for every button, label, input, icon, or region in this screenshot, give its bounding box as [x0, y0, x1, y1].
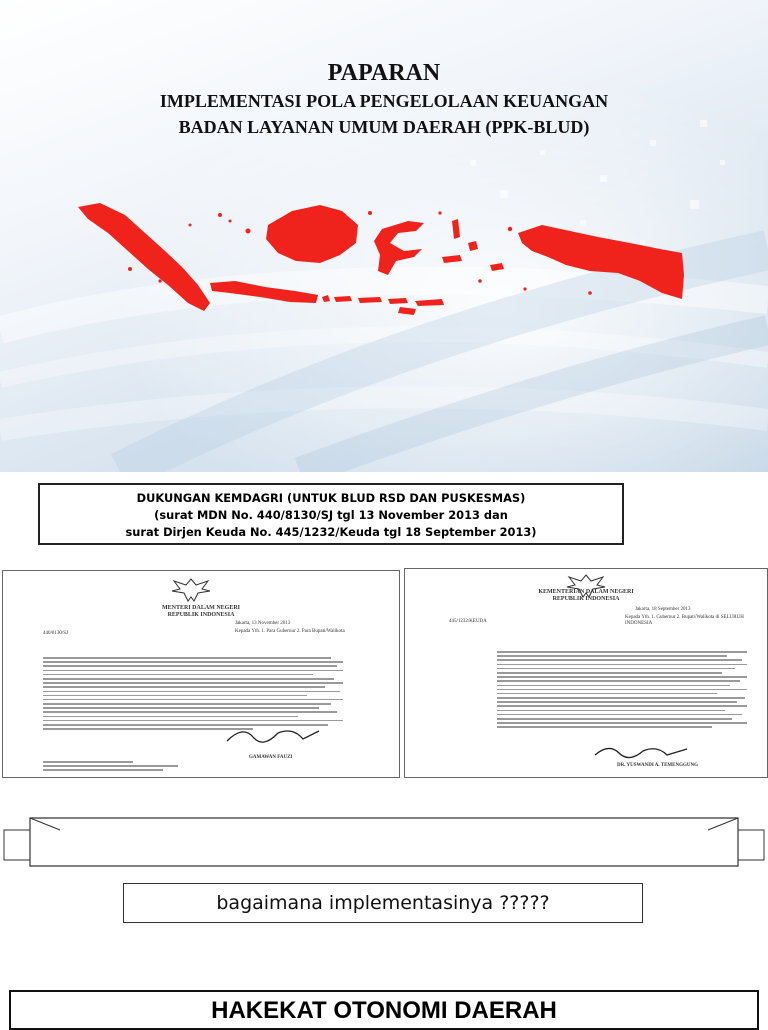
slide3-title: HAKEKAT OTONOMI DAERAH: [211, 997, 557, 1024]
callout-line2: (surat MDN No. 440/8130/SJ tgl 13 November 2013 dan: [154, 508, 508, 522]
implementation-question: bagaimana implementasinya ?????: [123, 883, 643, 923]
callout-line1: DUKUNGAN KEMDAGRI (UNTUK BLUD RSD DAN PUSKESMAS): [136, 491, 526, 505]
cover-subtitle-line2: BADAN LAYANAN UMUM DAERAH (PPK-BLUD): [178, 117, 590, 137]
letter2-signature: [591, 743, 691, 761]
letter1-body: [43, 657, 343, 732]
indonesia-map: [70, 185, 700, 320]
letter1-cc: [43, 761, 193, 774]
letter1-signature: [223, 723, 323, 747]
letter2-header1: KEMENTERIAN DALAM NEGERI: [538, 589, 634, 595]
garuda-emblem-icon: [168, 575, 214, 605]
cover-title: PAPARAN: [327, 60, 441, 86]
letter1-header1: MENTERI DALAM NEGERI: [161, 605, 240, 611]
letter1-nomor: 440/8130/SJ: [43, 631, 69, 636]
cover-subtitle-line1: IMPLEMENTASI POLA PENGELOLAAN KEUANGAN: [159, 91, 609, 111]
letter1-header2: REPUBLIK INDONESIA: [167, 612, 235, 618]
letter2-signer: DR. YUSWANDI A. TEMENGGUNG: [617, 763, 698, 768]
letter1-signer: GAMAWAN FAUZI: [249, 755, 293, 760]
letter2-date: Jakarta, 18 September 2013: [635, 607, 691, 612]
letter1-date: Jakarta, 13 November 2013: [235, 621, 291, 626]
ribbon-banner: [0, 788, 768, 868]
letter2-header2: REPUBLIK INDONESIA: [552, 596, 620, 602]
letter2-recipients: Kepada Yth. 1. Gubernur 2. Bupati/Walikota di SELURUH INDONESIA: [625, 615, 744, 626]
kemdagri-support-callout: [38, 483, 624, 545]
letter-mdn-440: [2, 570, 400, 778]
letter2-body: [497, 651, 747, 731]
cover-slide: [0, 0, 768, 472]
letter2-nomor: 445/1232/KEUDA: [449, 619, 487, 624]
slide-hakekat-otonomi: [9, 990, 759, 1030]
callout-line3: surat Dirjen Keuda No. 445/1232/Keuda tgl 18 September 2013): [125, 525, 537, 539]
letter-dirjen-keuda-445: [404, 568, 768, 778]
letter1-recipients: Kepada Yth. 1. Para Gubernur 2. Para Bupati/Walikota: [235, 629, 345, 634]
